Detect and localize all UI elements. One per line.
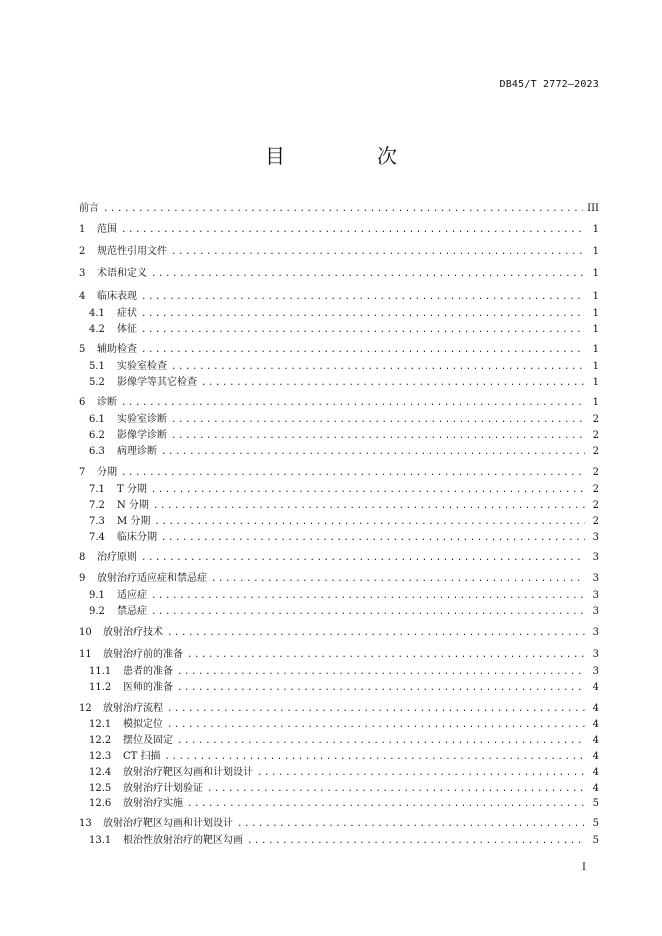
toc-entry-label: 放射治疗流程 <box>103 703 163 714</box>
toc-entry-label: 实验室检查 <box>117 361 167 372</box>
toc-entry[interactable] <box>89 764 599 781</box>
toc-entry-number: 5 <box>79 344 86 355</box>
toc-entry-number: 13.1 <box>89 835 112 846</box>
toc-entry[interactable] <box>79 265 599 282</box>
toc-entry-label: 分期 <box>97 467 117 478</box>
toc-entry[interactable] <box>89 716 599 733</box>
toc-entry-label: 影像学诊断 <box>117 430 167 441</box>
toc-entry-number: 11 <box>79 649 92 660</box>
toc-entry-page: 2 <box>592 484 599 495</box>
toc-leader-dots <box>151 604 585 621</box>
toc-entry[interactable] <box>89 795 599 812</box>
page-number: I <box>582 862 586 873</box>
toc-entry-page: 1 <box>592 344 599 355</box>
toc-entry-label: 辅助检查 <box>97 344 137 355</box>
toc-entry[interactable] <box>79 570 599 587</box>
toc-entry[interactable] <box>79 341 599 358</box>
toc-leader-dots <box>141 322 585 339</box>
toc-leader-dots <box>141 550 585 567</box>
toc-entry-label: 诊断 <box>97 397 117 408</box>
toc-entry-page: 3 <box>592 649 599 660</box>
toc-entry-number: 12 <box>79 703 92 714</box>
toc-entry-number: 9 <box>79 573 86 584</box>
toc-entry-page: 1 <box>592 324 599 335</box>
toc-entry-label: 摆位及固定 <box>123 735 173 746</box>
toc-entry[interactable] <box>79 288 599 305</box>
toc-leader-dots <box>201 375 585 392</box>
toc-entry-page: 5 <box>592 818 599 829</box>
toc-entry-number: 6.2 <box>89 430 105 441</box>
toc-entry-page: 4 <box>592 751 599 762</box>
toc-entry-number: 12.3 <box>89 751 112 762</box>
toc-entry[interactable] <box>89 497 599 514</box>
toc-entry-label: M 分期 <box>117 516 151 527</box>
toc-entry[interactable] <box>89 443 599 460</box>
toc-leader-dots <box>121 222 585 239</box>
toc-entry-page: 3 <box>592 606 599 617</box>
toc-leader-dots <box>177 680 585 697</box>
toc-entry[interactable] <box>79 243 599 260</box>
toc-leader-dots <box>103 201 583 218</box>
toc-entry-page: 1 <box>592 377 599 388</box>
toc-leader-dots <box>141 342 585 359</box>
toc-entry-label: 症状 <box>117 308 137 319</box>
toc-leader-dots <box>141 289 585 306</box>
toc-entry-page: 2 <box>592 467 599 478</box>
toc-entry-page: 4 <box>592 682 599 693</box>
toc-entry-number: 5.1 <box>89 361 105 372</box>
toc-entry-label: 放射治疗适应症和禁忌症 <box>97 573 207 584</box>
toc-entry-page: 1 <box>592 397 599 408</box>
toc-entry-number: 7 <box>79 467 86 478</box>
toc-entry-label: 医师的准备 <box>123 682 173 693</box>
toc-entry-label: 放射治疗计划验证 <box>123 783 203 794</box>
toc-entry-label: 规范性引用文件 <box>97 246 167 257</box>
toc-entry-number: 6 <box>79 397 86 408</box>
toc-leader-dots <box>161 530 585 547</box>
toc-entry-label: 影像学等其它检查 <box>117 377 197 388</box>
toc-leader-dots <box>121 395 585 412</box>
toc-entry-page: 4 <box>592 735 599 746</box>
toc-entry[interactable] <box>89 832 599 849</box>
toc-entry-page: 3 <box>592 590 599 601</box>
toc-entry-label: 模拟定位 <box>123 719 163 730</box>
toc-entry-number: 12.2 <box>89 735 112 746</box>
toc-leader-dots <box>187 647 585 664</box>
toc-entry-number: 7.2 <box>89 500 105 511</box>
toc-entry-number: 8 <box>79 552 86 563</box>
toc-entry-number: 13 <box>79 818 92 829</box>
toc-entry-page: 3 <box>592 552 599 563</box>
toc-entry-page: 1 <box>592 308 599 319</box>
toc-entry-label: 放射治疗实施 <box>123 798 183 809</box>
toc-entry-number: 1 <box>79 224 86 235</box>
toc-entry-page: 4 <box>592 767 599 778</box>
toc-entry[interactable] <box>79 549 599 566</box>
toc-entry[interactable] <box>79 624 599 641</box>
toc-entry[interactable] <box>89 679 599 696</box>
toc-entry-number: 2 <box>79 246 86 257</box>
toc-entry-number: 4.1 <box>89 308 105 319</box>
toc-entry-label: 根治性放射治疗的靶区勾画 <box>123 835 243 846</box>
toc-leader-dots <box>187 796 585 813</box>
toc-entry-page: 3 <box>592 573 599 584</box>
toc-entry-number: 7.1 <box>89 484 105 495</box>
toc-entry-page: 1 <box>592 361 599 372</box>
toc-entry-number: 9.1 <box>89 590 105 601</box>
toc-entry-page: 3 <box>592 666 599 677</box>
toc-entry-label: 临床表现 <box>97 291 137 302</box>
toc-entry-page: 3 <box>592 627 599 638</box>
toc-entry[interactable] <box>89 663 599 680</box>
toc-entry[interactable] <box>79 394 599 411</box>
toc-entry-page: 3 <box>592 532 599 543</box>
toc-entry[interactable] <box>79 700 599 717</box>
toc-entry-page: 5 <box>592 835 599 846</box>
toc-leader-dots <box>211 571 585 588</box>
toc-entry-page: 2 <box>592 446 599 457</box>
toc-entry-number: 5.2 <box>89 377 105 388</box>
toc-entry[interactable] <box>89 603 599 620</box>
toc-entry-label: 放射治疗前的准备 <box>103 649 183 660</box>
toc-entry-page: 2 <box>592 516 599 527</box>
toc-entry-label: 前言 <box>79 203 99 214</box>
toc-entry-label: 范围 <box>97 224 117 235</box>
toc-entry-page: 4 <box>592 703 599 714</box>
toc-entry[interactable] <box>79 200 599 217</box>
toc-entry-number: 7.3 <box>89 516 105 527</box>
toc-entry-label: CT 扫描 <box>123 751 161 762</box>
toc-entry-label: 术语和定义 <box>97 268 147 279</box>
toc-entry-label: 放射治疗靶区勾画和计划设计 <box>103 818 233 829</box>
toc-entry[interactable] <box>89 427 599 444</box>
toc-entry-label: 临床分期 <box>117 532 157 543</box>
toc-entry-number: 9.2 <box>89 606 105 617</box>
toc-entry-label: 病理诊断 <box>117 446 157 457</box>
toc-entry-label: 放射治疗靶区勾画和计划设计 <box>123 767 253 778</box>
toc-entry-number: 7.4 <box>89 532 105 543</box>
toc-entry-number: 6.1 <box>89 414 105 425</box>
toc-entry[interactable] <box>89 411 599 428</box>
toc-entry-page: 4 <box>592 783 599 794</box>
toc-entry[interactable] <box>89 481 599 498</box>
toc-entry-number: 6.3 <box>89 446 105 457</box>
toc-leader-dots <box>151 266 585 283</box>
toc-entry-page: 5 <box>592 798 599 809</box>
toc-leader-dots <box>171 244 585 261</box>
toc-entry[interactable] <box>89 587 599 604</box>
page-title: 目 次 <box>265 144 433 168</box>
document-id: DB45/T 2772—2023 <box>499 79 599 90</box>
toc-entry-number: 12.6 <box>89 798 112 809</box>
toc-entry-page: 1 <box>592 224 599 235</box>
toc-entry-number: 3 <box>79 268 86 279</box>
toc-entry-label: N 分期 <box>117 500 149 511</box>
toc-entry[interactable] <box>89 358 599 375</box>
toc-entry[interactable] <box>79 815 599 832</box>
toc-entry-page: 2 <box>592 414 599 425</box>
toc-entry-page: 1 <box>592 246 599 257</box>
toc-entry-number: 10 <box>79 627 92 638</box>
toc-entry-number: 12.1 <box>89 719 112 730</box>
toc-entry-number: 4.2 <box>89 324 105 335</box>
toc-entry-page: 2 <box>592 430 599 441</box>
toc-entry-label: 实验室诊断 <box>117 414 167 425</box>
toc-entry-page: 2 <box>592 500 599 511</box>
toc-entry[interactable] <box>89 305 599 322</box>
toc-entry-number: 12.4 <box>89 767 112 778</box>
toc-leader-dots <box>167 625 585 642</box>
toc-entry-label: 体征 <box>117 324 137 335</box>
toc-entry[interactable] <box>89 748 599 765</box>
toc-entry-number: 4 <box>79 291 86 302</box>
toc-entry-label: 放射治疗技术 <box>103 627 163 638</box>
toc-leader-dots <box>237 816 585 833</box>
toc-leader-dots <box>247 833 585 850</box>
toc-leader-dots <box>121 465 585 482</box>
toc-entry[interactable] <box>89 321 599 338</box>
toc-entry[interactable] <box>79 221 599 238</box>
toc-entry[interactable] <box>89 529 599 546</box>
toc-entry-page: 4 <box>592 719 599 730</box>
toc-entry[interactable] <box>79 646 599 663</box>
toc-entry-label: 禁忌症 <box>117 606 147 617</box>
toc-leader-dots <box>161 444 585 461</box>
toc-entry-label: 患者的准备 <box>123 666 173 677</box>
toc-entry-number: 11.2 <box>89 682 112 693</box>
toc-entry-number: 12.5 <box>89 783 112 794</box>
toc-entry-label: T 分期 <box>117 484 147 495</box>
toc-entry-label: 治疗原则 <box>97 552 137 563</box>
toc-entry-label: 适应症 <box>117 590 147 601</box>
toc-entry-page: III <box>587 203 599 214</box>
toc-entry[interactable] <box>89 513 599 530</box>
toc-entry-page: 1 <box>592 291 599 302</box>
toc-entry-number: 11.1 <box>89 666 112 677</box>
toc-entry[interactable] <box>89 374 599 391</box>
toc-entry[interactable] <box>89 732 599 749</box>
toc-entry[interactable] <box>79 464 599 481</box>
toc-entry-page: 1 <box>592 268 599 279</box>
